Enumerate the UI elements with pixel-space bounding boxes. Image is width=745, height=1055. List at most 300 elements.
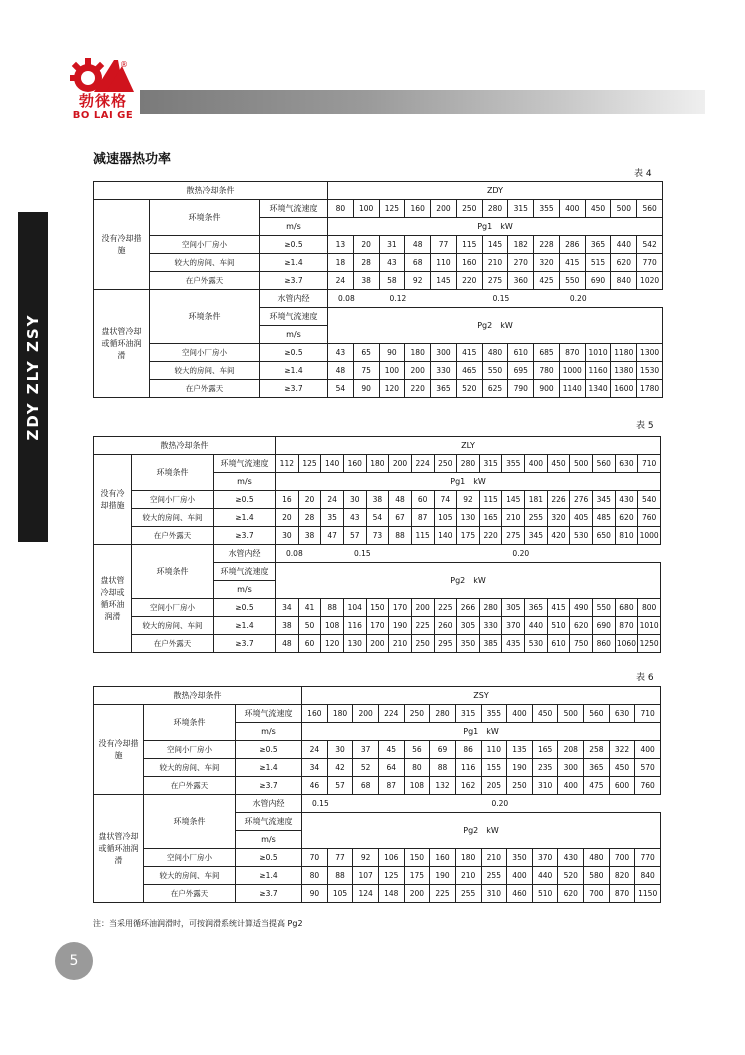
value-cell: 800 [638,599,661,617]
power-label: Pg2 kW [328,308,663,344]
value-cell: 105 [327,885,353,903]
pipe-value-cell: 0.20 [502,545,661,563]
speed-cell: ≥1.4 [236,867,302,885]
value-cell: 115 [456,236,482,254]
table-row [94,344,663,362]
size-cell: 112 [276,455,299,473]
value-cell: 34 [276,599,299,617]
pipe-value-cell: 0.20 [481,795,661,813]
size-cell: 224 [378,705,404,723]
value-cell: 181 [525,491,548,509]
size-cell: 160 [302,705,328,723]
unit-label: m/s [214,581,276,599]
value-cell: 300 [431,344,457,362]
value-cell: 900 [534,380,560,398]
value-cell: 690 [592,617,615,635]
value-cell: 38 [366,491,389,509]
value-cell: 210 [481,849,507,867]
value-cell: 108 [321,617,344,635]
value-cell: 200 [411,599,434,617]
value-cell: 88 [327,867,353,885]
value-cell: 330 [479,617,502,635]
value-cell: 140 [434,527,457,545]
model-header: ZLY [276,437,661,455]
value-cell: 208 [558,741,584,759]
table-row [94,236,663,254]
size-cell: 100 [353,200,379,218]
unit-label: m/s [214,473,276,491]
value-cell: 90 [302,885,328,903]
value-cell: 276 [570,491,593,509]
table-number: 表 5 [636,421,654,431]
value-cell: 145 [502,491,525,509]
value-cell: 760 [638,509,661,527]
value-cell: 37 [353,741,379,759]
size-cell: 125 [298,455,321,473]
value-cell: 550 [592,599,615,617]
size-cell: 560 [584,705,610,723]
value-cell: 520 [456,380,482,398]
value-cell: 480 [482,344,508,362]
size-cell: 400 [559,200,585,218]
value-cell: 320 [534,254,560,272]
value-cell: 210 [482,254,508,272]
value-cell: 145 [431,272,457,290]
value-cell: 415 [547,599,570,617]
value-cell: 30 [327,741,353,759]
table-row [94,617,661,635]
cooling-condition-header: 散热冷却条件 [94,687,302,705]
size-cell: 500 [611,200,637,218]
value-cell: 165 [532,741,558,759]
value-cell: 13 [328,236,354,254]
value-cell: 30 [343,491,366,509]
value-cell: 210 [389,635,412,653]
value-cell: 170 [389,599,412,617]
speed-cell: ≥0.5 [236,741,302,759]
unit-label: m/s [236,831,302,849]
value-cell: 46 [302,777,328,795]
value-cell: 38 [298,527,321,545]
value-cell: 345 [525,527,548,545]
table-row [94,200,663,218]
value-cell: 106 [378,849,404,867]
value-cell: 16 [276,491,299,509]
value-cell: 225 [434,599,457,617]
flow-label: 环境气流速度 [214,455,276,473]
env-cell: 较大的房间、车间 [144,759,236,777]
side-tab-label: ZDY ZLY ZSY [24,313,42,441]
table-row [94,437,661,455]
size-cell: 315 [455,705,481,723]
value-cell: 145 [482,236,508,254]
size-cell: 500 [558,705,584,723]
value-cell: 870 [559,344,585,362]
speed-cell: ≥0.5 [214,491,276,509]
size-cell: 280 [430,705,456,723]
value-cell: 300 [558,759,584,777]
env-cell: 在户外露天 [132,527,214,545]
value-cell: 255 [481,867,507,885]
value-cell: 620 [615,509,638,527]
size-cell: 710 [635,705,661,723]
group-label: 盘状管冷却或循环油润滑 [94,545,132,653]
table-row [94,795,661,813]
value-cell: 430 [558,849,584,867]
env-cell: 在户外露天 [150,380,260,398]
value-cell: 58 [379,272,405,290]
value-cell: 160 [430,849,456,867]
value-cell: 550 [559,272,585,290]
group-label: 没有冷却措施 [94,200,150,290]
size-cell: 280 [482,200,508,218]
env-cell: 空间小厂房小 [144,741,236,759]
group-label: 盘状管冷却或循环油润滑 [94,795,144,903]
value-cell: 70 [302,849,328,867]
value-cell: 310 [481,885,507,903]
value-cell: 770 [635,849,661,867]
env-cell: 较大的房间、车间 [150,362,260,380]
value-cell: 425 [534,272,560,290]
value-cell: 510 [547,617,570,635]
env-cell: 较大的房间、车间 [132,617,214,635]
value-cell: 56 [404,741,430,759]
pipe-value-cell: 0.12 [379,290,482,308]
value-cell: 48 [389,491,412,509]
value-cell: 870 [609,885,635,903]
value-cell: 365 [525,599,548,617]
value-cell: 48 [405,236,431,254]
value-cell: 350 [457,635,480,653]
value-cell: 180 [405,344,431,362]
value-cell: 24 [302,741,328,759]
table-row [94,182,663,200]
value-cell: 20 [276,509,299,527]
env-cell: 在户外露天 [144,777,236,795]
size-cell: 355 [481,705,507,723]
value-cell: 77 [431,236,457,254]
value-cell: 322 [609,741,635,759]
env-cell: 在户外露天 [150,272,260,290]
pipe-value-cell: 0.08 [328,290,380,308]
unit-label: m/s [260,218,328,236]
value-cell: 490 [570,599,593,617]
value-cell: 116 [455,759,481,777]
size-cell: 560 [592,455,615,473]
value-cell: 320 [547,509,570,527]
value-cell: 73 [366,527,389,545]
size-cell: 250 [434,455,457,473]
value-cell: 770 [637,254,663,272]
value-cell: 88 [430,759,456,777]
pipe-value-cell: 0.20 [559,290,662,308]
value-cell: 162 [455,777,481,795]
value-cell: 625 [482,380,508,398]
value-cell: 38 [353,272,379,290]
table-row [94,455,661,473]
value-cell: 43 [343,509,366,527]
value-cell: 104 [343,599,366,617]
speed-cell: ≥3.7 [260,272,328,290]
value-cell: 250 [411,635,434,653]
value-cell: 370 [502,617,525,635]
size-cell: 450 [547,455,570,473]
value-cell: 200 [366,635,389,653]
env-cell: 空间小厂房小 [144,849,236,867]
value-cell: 92 [405,272,431,290]
value-cell: 225 [430,885,456,903]
value-cell: 132 [430,777,456,795]
env-label: 环境条件 [144,705,236,741]
unit-label: m/s [260,326,328,344]
value-cell: 1380 [611,362,637,380]
value-cell: 420 [547,527,570,545]
value-cell: 43 [379,254,405,272]
table-row [94,290,663,308]
value-cell: 600 [609,777,635,795]
value-cell: 440 [525,617,548,635]
size-cell: 200 [389,455,412,473]
size-cell: 180 [327,705,353,723]
value-cell: 28 [298,509,321,527]
value-cell: 610 [508,344,534,362]
env-cell: 在户外露天 [132,635,214,653]
value-cell: 1140 [559,380,585,398]
value-cell: 80 [404,759,430,777]
value-cell: 1150 [635,885,661,903]
value-cell: 1780 [637,380,663,398]
value-cell: 1340 [585,380,611,398]
value-cell: 125 [378,867,404,885]
value-cell: 115 [479,491,502,509]
value-cell: 175 [404,867,430,885]
value-cell: 110 [431,254,457,272]
speed-cell: ≥1.4 [214,509,276,527]
value-cell: 20 [353,236,379,254]
size-cell: 710 [638,455,661,473]
group-label: 盘状管冷却或循环油润滑 [94,290,150,398]
env-cell: 空间小厂房小 [132,491,214,509]
size-cell: 450 [585,200,611,218]
value-cell: 60 [411,491,434,509]
size-cell: 355 [502,455,525,473]
value-cell: 1020 [637,272,663,290]
size-cell: 160 [405,200,431,218]
value-cell: 365 [585,236,611,254]
value-cell: 620 [611,254,637,272]
size-cell: 200 [353,705,379,723]
value-cell: 42 [327,759,353,777]
value-cell: 43 [328,344,354,362]
value-cell: 280 [479,599,502,617]
value-cell: 275 [502,527,525,545]
table-row [94,599,661,617]
value-cell: 1250 [638,635,661,653]
value-cell: 700 [584,885,610,903]
speed-cell: ≥3.7 [214,635,276,653]
group-label: 没有冷却措施 [94,455,132,545]
value-cell: 74 [434,491,457,509]
pipe-label: 水管内经 [214,545,276,563]
value-cell: 542 [637,236,663,254]
value-cell: 1300 [637,344,663,362]
value-cell: 530 [570,527,593,545]
table-row [94,759,661,777]
value-cell: 155 [481,759,507,777]
speed-cell: ≥0.5 [260,344,328,362]
table-row [94,849,661,867]
flow-label: 环境气流速度 [260,200,328,218]
power-label: Pg2 kW [302,813,661,849]
env-label: 环境条件 [150,200,260,236]
table-row [94,885,661,903]
value-cell: 80 [302,867,328,885]
value-cell: 435 [502,635,525,653]
value-cell: 415 [559,254,585,272]
value-cell: 210 [455,867,481,885]
speed-cell: ≥1.4 [260,362,328,380]
value-cell: 440 [611,236,637,254]
value-cell: 24 [328,272,354,290]
size-cell: 355 [534,200,560,218]
brand-name-cn: 勃徕格 [78,92,127,110]
value-cell: 275 [482,272,508,290]
value-cell: 310 [532,777,558,795]
value-cell: 18 [328,254,354,272]
value-cell: 405 [570,509,593,527]
value-cell: 92 [457,491,480,509]
speed-cell: ≥3.7 [214,527,276,545]
value-cell: 270 [508,254,534,272]
power-label: Pg1 kW [276,473,661,491]
value-cell: 258 [584,741,610,759]
value-cell: 370 [532,849,558,867]
value-cell: 205 [481,777,507,795]
speed-cell: ≥3.7 [260,380,328,398]
value-cell: 190 [430,867,456,885]
speed-cell: ≥3.7 [236,885,302,903]
size-cell: 180 [366,455,389,473]
value-cell: 266 [457,599,480,617]
value-cell: 760 [635,777,661,795]
value-cell: 75 [353,362,379,380]
value-cell: 48 [276,635,299,653]
value-cell: 580 [584,867,610,885]
size-cell: 160 [343,455,366,473]
value-cell: 90 [379,344,405,362]
value-cell: 330 [431,362,457,380]
value-cell: 190 [389,617,412,635]
value-cell: 690 [585,272,611,290]
table-row [94,635,661,653]
value-cell: 30 [276,527,299,545]
size-cell: 630 [615,455,638,473]
value-cell: 20 [298,491,321,509]
value-cell: 650 [592,527,615,545]
value-cell: 485 [592,509,615,527]
value-cell: 148 [378,885,404,903]
value-cell: 38 [276,617,299,635]
pipe-value-cell: 0.15 [343,545,501,563]
value-cell: 88 [321,599,344,617]
table-row [94,777,661,795]
value-cell: 820 [609,867,635,885]
value-cell: 57 [327,777,353,795]
value-cell: 510 [532,885,558,903]
value-cell: 295 [434,635,457,653]
value-cell: 220 [405,380,431,398]
speed-cell: ≥0.5 [214,599,276,617]
rating-table [93,181,663,398]
speed-cell: ≥3.7 [236,777,302,795]
flow-label: 环境气流速度 [236,705,302,723]
page-title: 减速器热功率 [93,152,172,167]
value-cell: 700 [609,849,635,867]
value-cell: 680 [615,599,638,617]
value-cell: 530 [525,635,548,653]
value-cell: 860 [592,635,615,653]
size-cell: 500 [570,455,593,473]
value-cell: 64 [378,759,404,777]
value-cell: 92 [353,849,379,867]
size-cell: 450 [532,705,558,723]
power-label: Pg1 kW [302,723,661,741]
side-tab [18,212,48,542]
value-cell: 135 [507,741,533,759]
value-cell: 86 [455,741,481,759]
header-gradient-bar [140,90,705,114]
value-cell: 385 [479,635,502,653]
value-cell: 430 [615,491,638,509]
value-cell: 54 [366,509,389,527]
table-row [94,705,661,723]
value-cell: 175 [457,527,480,545]
brand-logo [64,52,140,130]
speed-cell: ≥0.5 [236,849,302,867]
value-cell: 150 [366,599,389,617]
value-cell: 250 [507,777,533,795]
value-cell: 87 [378,777,404,795]
value-cell: 1010 [585,344,611,362]
value-cell: 400 [507,867,533,885]
value-cell: 107 [353,867,379,885]
rating-table [93,436,661,653]
value-cell: 28 [353,254,379,272]
value-cell: 34 [302,759,328,777]
registered-mark: ® [120,60,128,69]
value-cell: 88 [389,527,412,545]
value-cell: 475 [584,777,610,795]
value-cell: 120 [321,635,344,653]
table-row [94,545,661,563]
table-number: 表 4 [634,169,652,179]
size-cell: 80 [328,200,354,218]
value-cell: 550 [482,362,508,380]
value-cell: 440 [532,867,558,885]
value-cell: 305 [457,617,480,635]
flow-label: 环境气流速度 [260,308,328,326]
value-cell: 69 [430,741,456,759]
value-cell: 48 [328,362,354,380]
pipe-label: 水管内经 [236,795,302,813]
size-cell: 200 [431,200,457,218]
env-label: 环境条件 [132,545,214,599]
value-cell: 130 [457,509,480,527]
model-header: ZDY [328,182,663,200]
value-cell: 750 [570,635,593,653]
value-cell: 1060 [615,635,638,653]
value-cell: 45 [378,741,404,759]
